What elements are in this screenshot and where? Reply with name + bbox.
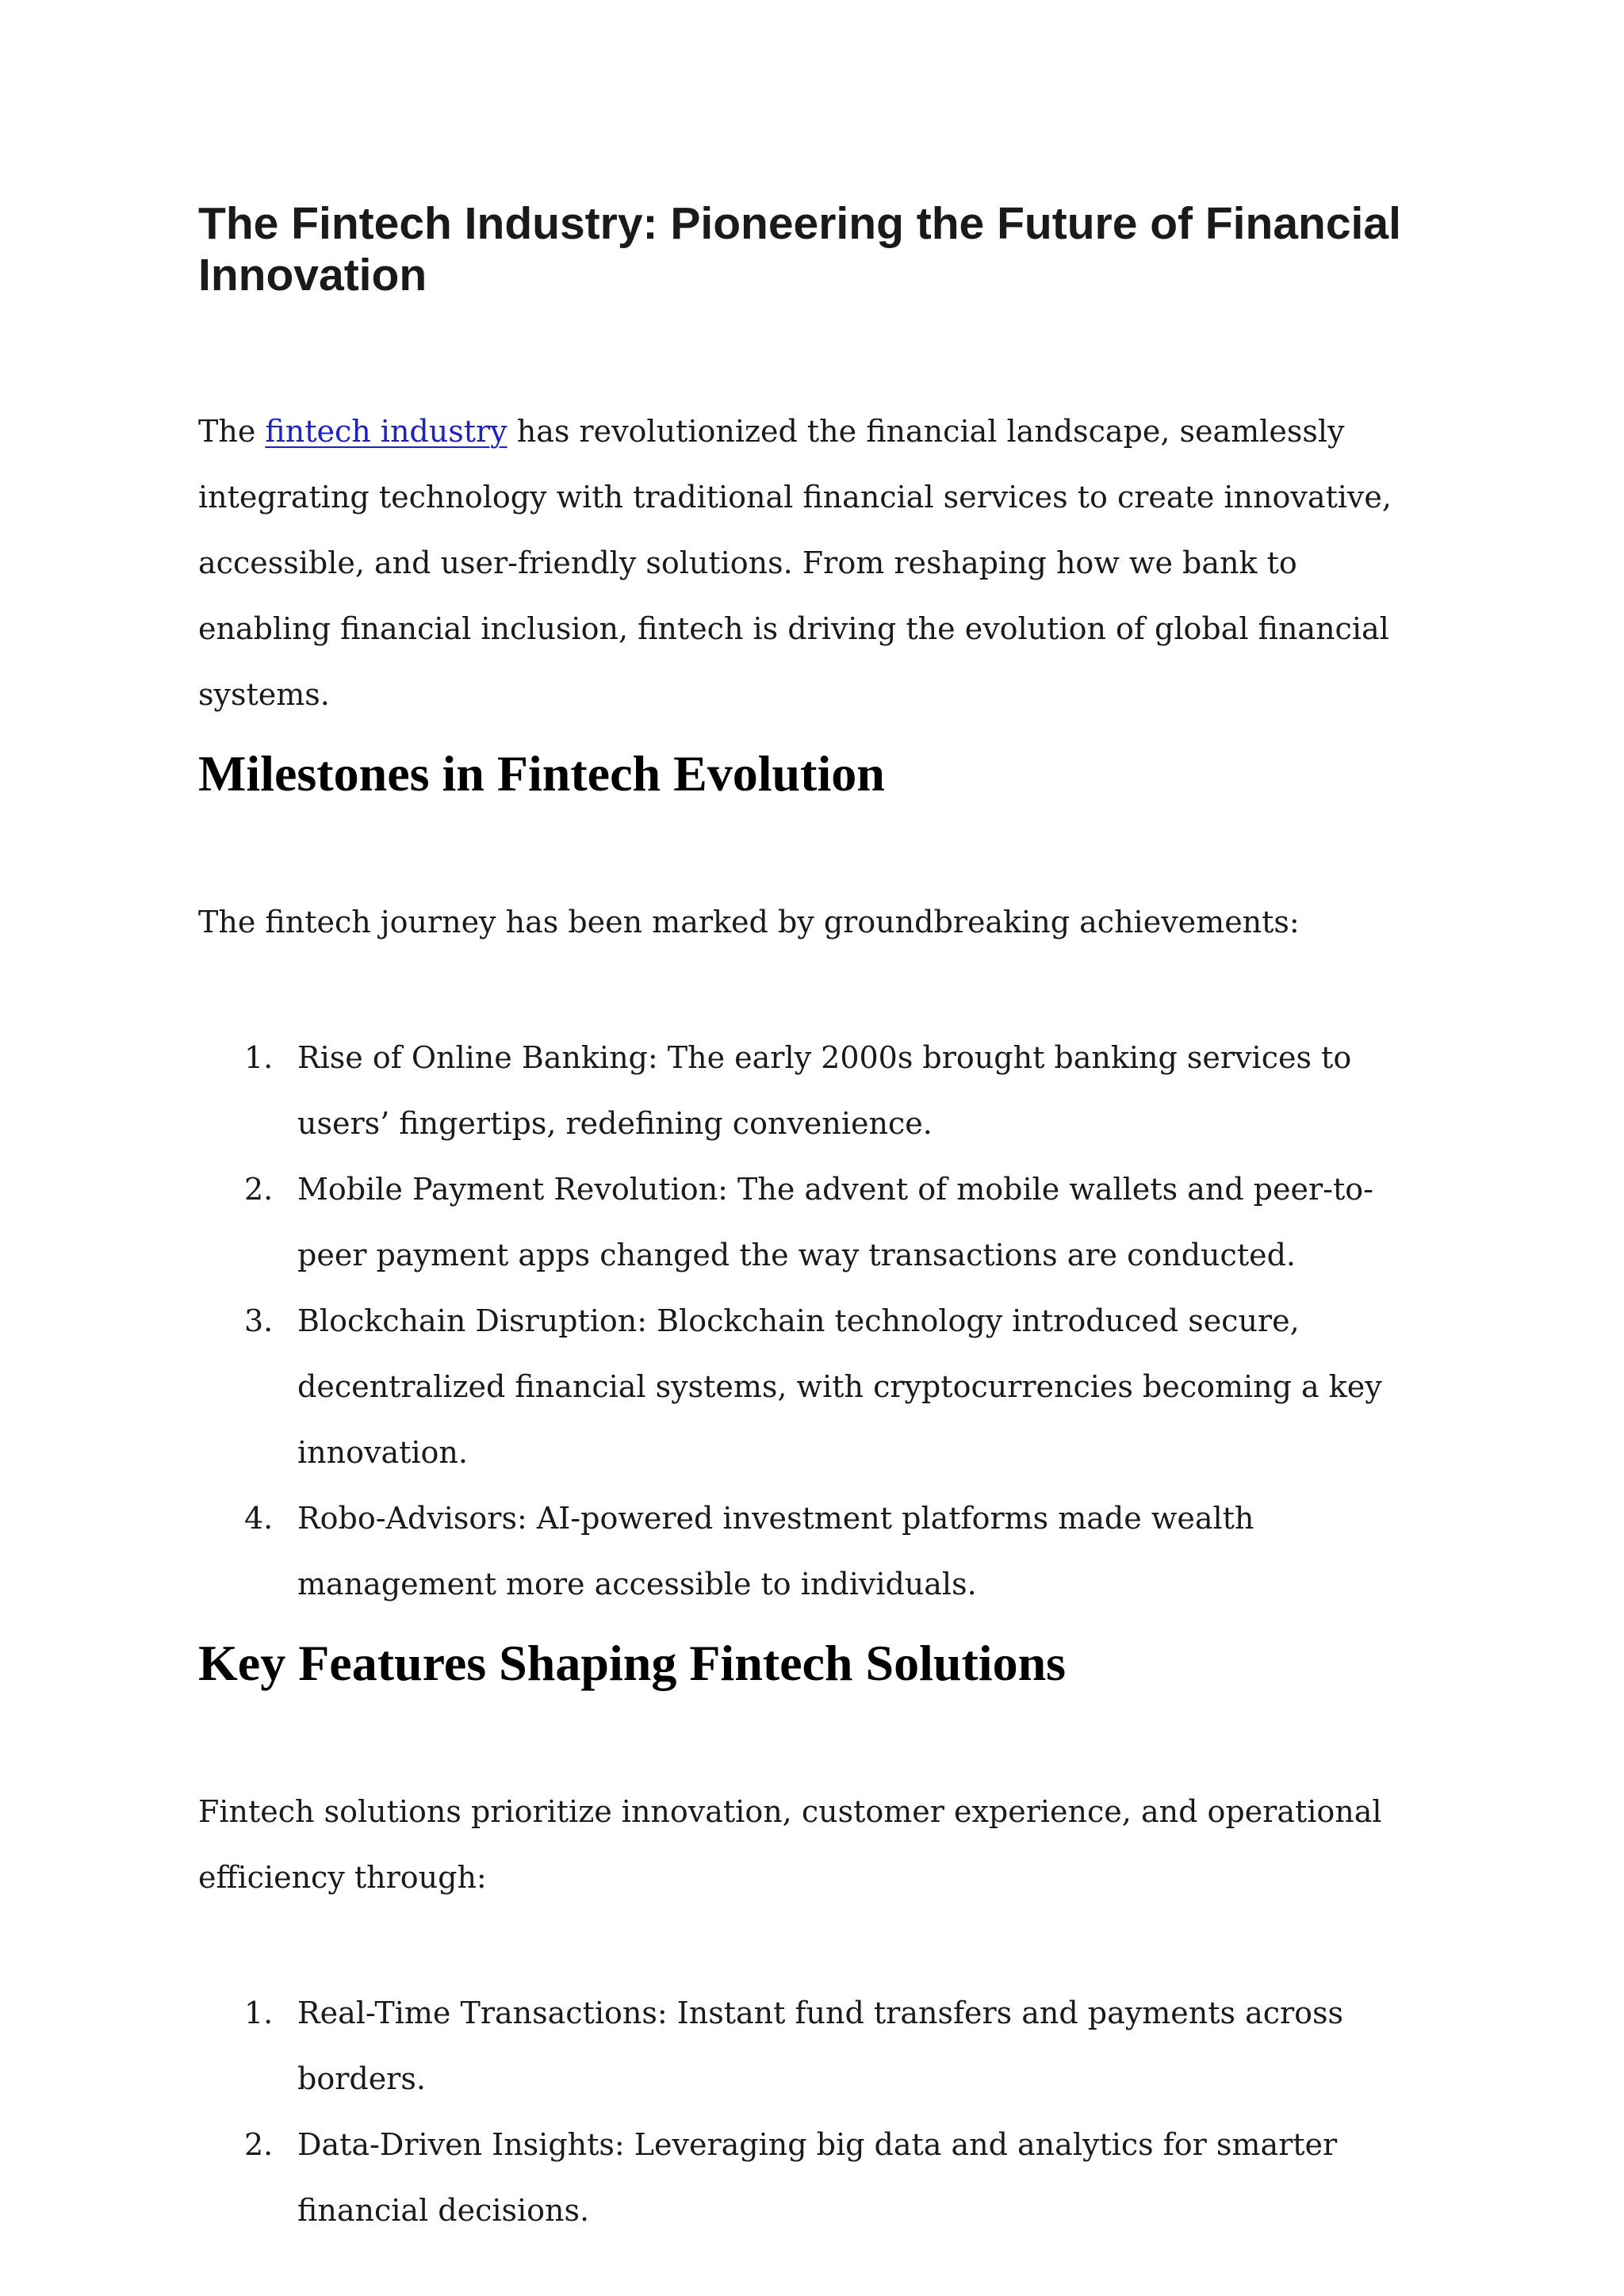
milestones-list bbox=[198, 1025, 1435, 1617]
list-item-text: Data-Driven Insights: Leveraging big data and analytics for smarter financial decisions. bbox=[297, 2127, 1338, 2228]
list-number: 3. bbox=[244, 1303, 274, 1338]
list-item bbox=[198, 1980, 1435, 2112]
list-item bbox=[198, 1486, 1435, 1617]
list-number: 4. bbox=[244, 1501, 274, 1536]
list-item-text: Blockchain Disruption: Blockchain technology introduced secure, decentralized financial systems, with cryptocurrencies becoming a key innovation. bbox=[297, 1303, 1382, 1470]
features-list bbox=[198, 1980, 1435, 2244]
list-item-text: Mobile Payment Revolution: The advent of mobile wallets and peer-to-peer payment apps changed the way transactions are conducted. bbox=[297, 1172, 1373, 1272]
intro-text-rest: has revolutionized the financial landscape, seamlessly integrating technology with traditional financial services to create innovative, accessible, and user-friendly solutions. From reshaping how we bank to enabling financial inclusion, fintech is driving the evolution of global financial systems. bbox=[198, 414, 1392, 712]
document-title: The Fintech Industry: Pioneering the Future of Financial Innovation bbox=[198, 198, 1401, 300]
list-item-text: Real-Time Transactions: Instant fund transfers and payments across borders. bbox=[297, 1996, 1344, 2096]
list-item bbox=[198, 1157, 1435, 1288]
fintech-industry-link[interactable]: fintech industry bbox=[265, 414, 508, 449]
list-item bbox=[198, 2112, 1435, 2244]
features-intro: Fintech solutions prioritize innovation, customer experience, and operational efficiency through: bbox=[198, 1794, 1382, 1895]
document-content bbox=[198, 198, 1435, 2244]
milestones-heading: Milestones in Fintech Evolution bbox=[198, 745, 885, 802]
features-heading: Key Features Shaping Fintech Solutions bbox=[198, 1635, 1067, 1691]
intro-text-start: The bbox=[198, 414, 266, 449]
list-number: 2. bbox=[244, 2127, 274, 2162]
list-number: 1. bbox=[244, 1996, 274, 2030]
list-item bbox=[198, 1288, 1435, 1486]
list-number: 1. bbox=[244, 1040, 274, 1075]
milestones-intro: The fintech journey has been marked by groundbreaking achievements: bbox=[198, 905, 1300, 939]
intro-paragraph bbox=[198, 399, 1435, 728]
list-item bbox=[198, 1025, 1435, 1157]
list-item-text: Rise of Online Banking: The early 2000s brought banking services to users’ fingertips, redefining convenience. bbox=[297, 1040, 1352, 1141]
list-number: 2. bbox=[244, 1172, 274, 1207]
list-item-text: Robo-Advisors: AI-powered investment platforms made wealth management more accessible to individuals. bbox=[297, 1501, 1254, 1601]
